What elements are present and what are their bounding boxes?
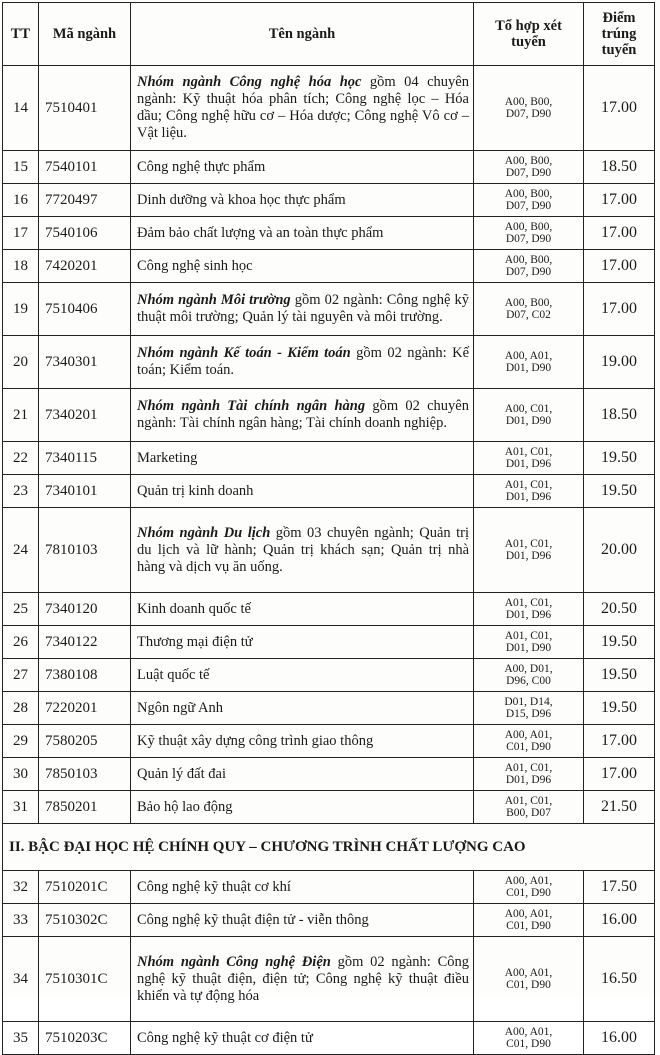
major-group-label: Nhóm ngành Kế toán - Kiểm toán <box>137 345 351 361</box>
major-name-text: Kỹ thuật xây dựng công trình giao thông <box>137 732 374 749</box>
header-tt: TT <box>3 3 39 66</box>
combo-line-1: A00, A01, <box>504 1026 553 1038</box>
subject-combination <box>474 593 584 626</box>
table-row <box>3 692 655 725</box>
combo-line-1: A00, A01, <box>504 729 553 741</box>
major-name <box>131 725 474 758</box>
combo-line-2: B00, D07 <box>506 807 551 819</box>
major-group-label: Nhóm ngành Tài chính ngân hàng <box>137 398 366 414</box>
major-name-text: gồm 02 ngành: Công nghệ kỹ thuật điện, điện tử; Công nghệ kỹ thuật điều khiển và tự động hóa <box>137 953 470 1004</box>
admission-score: 17.00 <box>584 217 655 250</box>
combo-line-1: A01, C01, <box>504 538 553 550</box>
combo-line-1: A00, D01, <box>504 663 553 675</box>
table-row <box>3 626 655 659</box>
major-name <box>131 626 474 659</box>
combo-line-1: A01, C01, <box>504 479 553 491</box>
header-combo: Tổ hợp xét tuyển <box>474 3 584 66</box>
major-name <box>131 250 474 283</box>
row-number: 16 <box>3 184 39 217</box>
major-code: 7340301 <box>39 336 131 389</box>
major-name <box>131 66 474 151</box>
major-group-label: Nhóm ngành Du lịch <box>137 524 271 541</box>
combo-line-2: D01, D96 <box>505 609 552 621</box>
combo-line-1: A00, A01, <box>504 350 553 362</box>
combo-line-2: D01, D90 <box>505 415 552 427</box>
row-number: 14 <box>3 66 39 151</box>
major-name-text: Dinh dưỡng và khoa học thực phẩm <box>137 191 346 208</box>
row-number: 25 <box>3 593 39 626</box>
major-name-text: Công nghệ kỹ thuật cơ khí <box>137 878 291 895</box>
admission-score: 17.00 <box>584 66 655 151</box>
major-name <box>131 184 474 217</box>
combo-line-2: D07, C02 <box>506 309 551 321</box>
combo-line-1: A00, C01, <box>504 403 553 415</box>
table-row <box>3 336 655 389</box>
subject-combination <box>474 66 584 151</box>
table-row <box>3 508 655 593</box>
major-code: 7510406 <box>39 283 131 336</box>
table-row <box>3 442 655 475</box>
major-code: 7850103 <box>39 758 131 791</box>
admission-score: 20.50 <box>584 593 655 626</box>
row-number: 17 <box>3 217 39 250</box>
major-name <box>131 475 474 508</box>
subject-combination <box>474 442 584 475</box>
major-code: 7540101 <box>39 151 131 184</box>
major-name-text: Luật quốc tế <box>137 666 210 683</box>
major-code: 7510401 <box>39 66 131 151</box>
major-code: 7510203C <box>39 1022 131 1055</box>
combo-line-2: D01, D96 <box>505 491 552 503</box>
combo-line-2: C01, D90 <box>506 979 551 991</box>
combo-line-1: A00, B00, <box>504 155 553 167</box>
major-code: 7540106 <box>39 217 131 250</box>
major-group-label: Nhóm ngành Công nghệ hóa học <box>137 74 362 90</box>
major-name-text: Công nghệ thực phẩm <box>137 158 266 175</box>
combo-line-1: A00, A01, <box>504 967 553 979</box>
major-name <box>131 758 474 791</box>
major-name <box>131 217 474 250</box>
admission-score-table <box>2 2 655 1055</box>
subject-combination <box>474 389 584 442</box>
combo-line-2: D01, D90 <box>505 642 552 654</box>
subject-combination <box>474 871 584 904</box>
combo-line-2: D96, C00 <box>506 675 551 687</box>
major-name-text: Công nghệ sinh học <box>137 257 253 274</box>
row-number: 24 <box>3 508 39 593</box>
subject-combination <box>474 184 584 217</box>
major-name-text: Thương mại điện tử <box>137 633 253 650</box>
major-code: 7340115 <box>39 442 131 475</box>
table-header-row <box>3 3 655 66</box>
admission-score: 19.50 <box>584 659 655 692</box>
row-number: 21 <box>3 389 39 442</box>
combo-line-1: A01, C01, <box>504 597 553 609</box>
admission-score: 20.00 <box>584 508 655 593</box>
major-name-text: Đảm bảo chất lượng và an toàn thực phẩm <box>137 224 384 241</box>
subject-combination <box>474 336 584 389</box>
combo-line-2: D01, D96 <box>505 458 552 470</box>
table-body-a <box>3 66 655 824</box>
table-row <box>3 389 655 442</box>
table-body-b <box>3 871 655 1055</box>
major-name-text: Công nghệ kỹ thuật điện tử - viễn thông <box>137 911 369 928</box>
combo-line-1: A01, C01, <box>504 630 553 642</box>
subject-combination <box>474 1022 584 1055</box>
admission-score: 19.50 <box>584 442 655 475</box>
header-score: Điểm trúng tuyển <box>584 3 655 66</box>
combo-line-1: A00, B00, <box>504 221 553 233</box>
major-name-text: gồm 03 chuyên ngành; Quản trị du lịch và lữ hành; Quản trị khách sạn; Quản trị nhà hàng và dịch vụ ăn uống. <box>137 524 469 575</box>
table-row <box>3 283 655 336</box>
major-name-text: Quản trị kinh doanh <box>137 482 254 499</box>
row-number: 26 <box>3 626 39 659</box>
major-name-text: gồm 04 chuyên ngành: Kỹ thuật hóa phân tích; Công nghệ lọc – Hóa dầu; Công nghệ hữu cơ – Hóa dược; Công nghệ Vô cơ – Vật liệu. <box>137 74 469 141</box>
major-name-text: gồm 02 ngành: Công nghệ kỹ thuật môi trường; Quản lý tài nguyên và môi trường. <box>137 292 469 325</box>
admission-score: 16.50 <box>584 937 655 1022</box>
major-name <box>131 871 474 904</box>
major-name-text: gồm 02 chuyên ngành: Tài chính ngân hàng; Tài chính doanh nghiệp. <box>137 398 469 431</box>
combo-line-2: C01, D90 <box>506 887 551 899</box>
row-number: 28 <box>3 692 39 725</box>
major-name <box>131 508 474 593</box>
admission-score: 18.50 <box>584 389 655 442</box>
row-number: 31 <box>3 791 39 824</box>
admission-score: 17.00 <box>584 250 655 283</box>
major-code: 7340122 <box>39 626 131 659</box>
table-row <box>3 791 655 824</box>
table-row <box>3 593 655 626</box>
major-name <box>131 791 474 824</box>
combo-line-2: D07, D90 <box>505 266 552 278</box>
major-name <box>131 442 474 475</box>
subject-combination <box>474 758 584 791</box>
subject-combination <box>474 692 584 725</box>
combo-line-2: C01, D90 <box>506 920 551 932</box>
major-code: 7340201 <box>39 389 131 442</box>
subject-combination <box>474 250 584 283</box>
subject-combination <box>474 217 584 250</box>
row-number: 34 <box>3 937 39 1022</box>
major-code: 7850201 <box>39 791 131 824</box>
row-number: 22 <box>3 442 39 475</box>
combo-line-2: D07, D90 <box>505 167 552 179</box>
major-name <box>131 151 474 184</box>
subject-combination <box>474 659 584 692</box>
table-row <box>3 151 655 184</box>
table-row <box>3 871 655 904</box>
row-number: 30 <box>3 758 39 791</box>
major-name-text: Marketing <box>137 449 198 466</box>
combo-line-1: A01, C01, <box>504 446 553 458</box>
subject-combination <box>474 904 584 937</box>
major-code: 7510301C <box>39 937 131 1022</box>
combo-line-1: A01, C01, <box>504 795 553 807</box>
combo-line-1: A00, A01, <box>504 875 553 887</box>
combo-line-1: A00, A01, <box>504 908 553 920</box>
major-name <box>131 593 474 626</box>
combo-line-1: D01, D14, <box>504 696 553 708</box>
table-row <box>3 250 655 283</box>
major-code: 7510302C <box>39 904 131 937</box>
admission-score: 16.00 <box>584 1022 655 1055</box>
major-code: 7340101 <box>39 475 131 508</box>
major-name-text: Công nghệ kỹ thuật cơ điện tử <box>137 1029 313 1046</box>
major-name <box>131 283 474 336</box>
combo-line-2: C01, D90 <box>506 1038 551 1050</box>
row-number: 23 <box>3 475 39 508</box>
subject-combination <box>474 626 584 659</box>
major-code: 7420201 <box>39 250 131 283</box>
admission-score: 21.50 <box>584 791 655 824</box>
major-name <box>131 389 474 442</box>
combo-line-2: D01, D96 <box>505 774 552 786</box>
row-number: 29 <box>3 725 39 758</box>
row-number: 15 <box>3 151 39 184</box>
table-row <box>3 904 655 937</box>
table-row <box>3 66 655 151</box>
combo-line-2: D01, D96 <box>505 550 552 562</box>
table-row <box>3 184 655 217</box>
subject-combination <box>474 725 584 758</box>
combo-line-2: D15, D96 <box>505 708 552 720</box>
subject-combination <box>474 937 584 1022</box>
major-name <box>131 336 474 389</box>
admission-score: 16.00 <box>584 904 655 937</box>
major-group-label: Nhóm ngành Môi trường <box>137 292 291 308</box>
header-code: Mã ngành <box>39 3 131 66</box>
major-name <box>131 1022 474 1055</box>
admission-score: 18.50 <box>584 151 655 184</box>
combo-line-1: A01, C01, <box>504 762 553 774</box>
table-row <box>3 725 655 758</box>
combo-line-1: A00, B00, <box>504 188 553 200</box>
admission-score: 19.50 <box>584 475 655 508</box>
table-row <box>3 937 655 1022</box>
row-number: 27 <box>3 659 39 692</box>
subject-combination <box>474 151 584 184</box>
table-row <box>3 1022 655 1055</box>
combo-line-2: D07, D90 <box>505 233 552 245</box>
combo-line-1: A00, B00, <box>504 96 553 108</box>
major-code: 7810103 <box>39 508 131 593</box>
row-number: 18 <box>3 250 39 283</box>
admission-score: 17.00 <box>584 283 655 336</box>
major-name <box>131 659 474 692</box>
row-number: 33 <box>3 904 39 937</box>
major-name-text: Kinh doanh quốc tế <box>137 600 251 617</box>
table-row <box>3 659 655 692</box>
header-name: Tên ngành <box>131 3 474 66</box>
row-number: 35 <box>3 1022 39 1055</box>
major-code: 7340120 <box>39 593 131 626</box>
major-name-text: Bảo hộ lao động <box>137 798 233 815</box>
major-name-text: gồm 02 ngành: Kế toán; Kiểm toán. <box>137 345 470 378</box>
admission-score: 17.00 <box>584 758 655 791</box>
combo-line-2: C01, D90 <box>506 741 551 753</box>
admission-score: 17.00 <box>584 725 655 758</box>
table-row <box>3 475 655 508</box>
table-row <box>3 758 655 791</box>
major-code: 7380108 <box>39 659 131 692</box>
major-group-label: Nhóm ngành Công nghệ Điện <box>137 953 331 970</box>
major-name-text: Ngôn ngữ Anh <box>137 699 224 716</box>
major-name-text: Quản lý đất đai <box>137 765 226 782</box>
row-number: 19 <box>3 283 39 336</box>
admission-score: 19.00 <box>584 336 655 389</box>
major-name <box>131 692 474 725</box>
major-name <box>131 937 474 1022</box>
admission-score: 19.50 <box>584 692 655 725</box>
combo-line-2: D07, D90 <box>505 200 552 212</box>
combo-line-2: D01, D90 <box>505 362 552 374</box>
section-title: II. BẬC ĐẠI HỌC HỆ CHÍNH QUY – CHƯƠNG TRÌNH CHẤT LƯỢNG CAO <box>3 824 655 871</box>
row-number: 20 <box>3 336 39 389</box>
subject-combination <box>474 475 584 508</box>
subject-combination <box>474 791 584 824</box>
row-number: 32 <box>3 871 39 904</box>
table-row <box>3 217 655 250</box>
major-code: 7580205 <box>39 725 131 758</box>
major-code: 7510201C <box>39 871 131 904</box>
major-code: 7720497 <box>39 184 131 217</box>
combo-line-2: D07, D90 <box>505 108 552 120</box>
admission-score: 17.50 <box>584 871 655 904</box>
major-code: 7220201 <box>39 692 131 725</box>
section-row <box>3 824 655 871</box>
combo-line-1: A00, B00, <box>504 297 553 309</box>
subject-combination <box>474 283 584 336</box>
major-name <box>131 904 474 937</box>
admission-score: 17.00 <box>584 184 655 217</box>
subject-combination <box>474 508 584 593</box>
combo-line-1: A00, B00, <box>504 254 553 266</box>
admission-score: 19.50 <box>584 626 655 659</box>
